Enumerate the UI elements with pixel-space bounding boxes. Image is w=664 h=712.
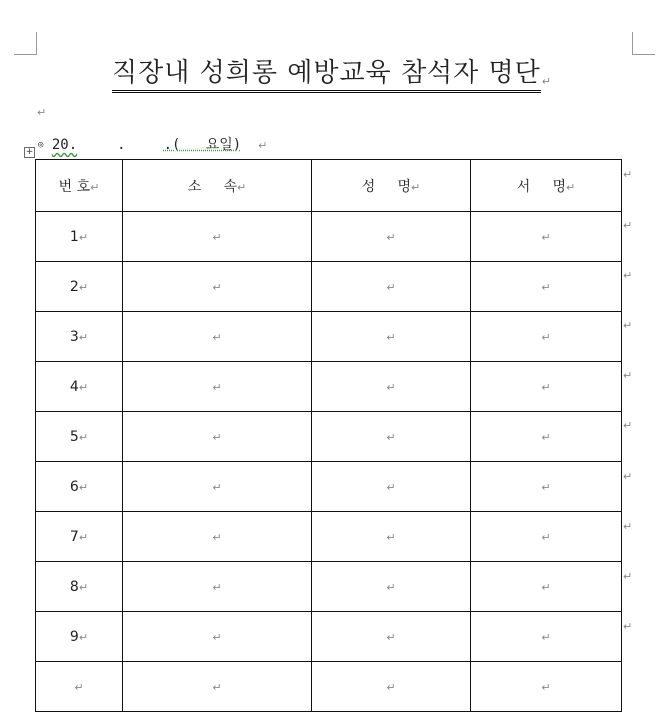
cell-mark: ↵ xyxy=(541,680,551,694)
cell-department[interactable] xyxy=(123,412,312,462)
cell-mark: ↵ xyxy=(541,380,551,394)
cell-mark: ↵ xyxy=(411,180,421,194)
row-number: 8 xyxy=(69,578,79,595)
cell-number[interactable] xyxy=(36,612,123,662)
row-number: 4 xyxy=(69,378,79,395)
cell-mark: ↵ xyxy=(541,280,551,294)
cell-number[interactable] xyxy=(36,362,123,412)
bullet-icon: ◎ xyxy=(38,140,44,150)
document-title-block xyxy=(0,52,664,93)
cell-mark: ↵ xyxy=(212,330,222,344)
cell-name[interactable] xyxy=(312,512,471,562)
header-name[interactable] xyxy=(312,160,471,212)
cell-mark: ↵ xyxy=(386,630,396,644)
row-end-mark: ↵ xyxy=(623,369,633,382)
cell-department[interactable] xyxy=(123,562,312,612)
cell-mark: ↵ xyxy=(212,480,222,494)
table-row xyxy=(36,512,622,562)
row-number: 1 xyxy=(69,228,79,245)
cell-mark: ↵ xyxy=(212,280,222,294)
table-row xyxy=(36,362,622,412)
cell-mark: ↵ xyxy=(78,380,89,394)
cell-mark: ↵ xyxy=(386,680,396,694)
cell-mark: ↵ xyxy=(212,430,222,444)
cell-department[interactable] xyxy=(123,262,312,312)
cell-mark: ↵ xyxy=(78,330,89,344)
cell-mark: ↵ xyxy=(386,430,396,444)
cell-name[interactable] xyxy=(312,612,471,662)
table-header-row xyxy=(36,160,622,212)
cell-mark: ↵ xyxy=(386,480,396,494)
cell-mark: ↵ xyxy=(78,530,89,544)
cell-mark: ↵ xyxy=(566,180,576,194)
row-end-mark: ↵ xyxy=(623,570,633,583)
cell-signature[interactable] xyxy=(471,362,622,412)
cell-mark: ↵ xyxy=(90,180,100,194)
cell-mark: ↵ xyxy=(386,330,396,344)
cell-name[interactable] xyxy=(312,412,471,462)
cell-signature[interactable] xyxy=(471,662,622,712)
cell-number[interactable] xyxy=(36,512,123,562)
table-move-handle-icon[interactable]: + xyxy=(25,147,34,157)
cell-number[interactable] xyxy=(36,562,123,612)
cell-number[interactable] xyxy=(36,312,123,362)
header-signature-label: 서 명 xyxy=(516,178,567,195)
cell-mark: ↵ xyxy=(212,230,222,244)
row-number: 7 xyxy=(69,528,79,545)
row-end-mark: ↵ xyxy=(623,168,633,181)
cell-department[interactable] xyxy=(123,612,312,662)
cell-name[interactable] xyxy=(312,562,471,612)
cell-mark: ↵ xyxy=(78,580,89,594)
cell-signature[interactable] xyxy=(471,512,622,562)
cell-department[interactable] xyxy=(123,362,312,412)
row-end-mark: ↵ xyxy=(623,520,633,533)
cell-number[interactable] xyxy=(36,412,123,462)
cell-mark: ↵ xyxy=(541,580,551,594)
cell-mark: ↵ xyxy=(386,280,396,294)
table-row xyxy=(36,412,622,462)
header-signature[interactable] xyxy=(471,160,622,212)
table-row xyxy=(36,612,622,662)
cell-signature[interactable] xyxy=(471,262,622,312)
cell-department[interactable] xyxy=(123,662,312,712)
date-line[interactable] xyxy=(38,134,267,154)
cell-number[interactable] xyxy=(36,212,123,262)
header-department[interactable] xyxy=(123,160,312,212)
cell-mark: ↵ xyxy=(237,180,247,194)
cell-name[interactable] xyxy=(312,662,471,712)
table-row xyxy=(36,662,622,712)
header-name-label: 성 명 xyxy=(361,178,412,195)
cell-department[interactable] xyxy=(123,312,312,362)
row-number: 9 xyxy=(69,628,79,645)
header-number-label: 번 호 xyxy=(58,178,91,195)
attendee-table xyxy=(35,159,622,712)
cell-mark: ↵ xyxy=(74,680,84,694)
row-end-mark: ↵ xyxy=(623,419,633,432)
cell-name[interactable] xyxy=(312,312,471,362)
row-end-mark: ↵ xyxy=(623,470,633,483)
cell-mark: ↵ xyxy=(541,330,551,344)
row-number: 3 xyxy=(69,328,79,345)
cell-department[interactable] xyxy=(123,462,312,512)
cell-mark: ↵ xyxy=(386,380,396,394)
cell-signature[interactable] xyxy=(471,562,622,612)
paragraph-mark: ↵ xyxy=(541,75,553,88)
cell-number[interactable] xyxy=(36,662,123,712)
cell-name[interactable] xyxy=(312,212,471,262)
cell-mark: ↵ xyxy=(212,530,222,544)
cell-mark: ↵ xyxy=(212,680,222,694)
cell-mark: ↵ xyxy=(78,630,89,644)
header-department-label: 소 속 xyxy=(187,178,238,195)
header-number[interactable] xyxy=(36,160,123,212)
cell-mark: ↵ xyxy=(541,630,551,644)
cell-signature[interactable] xyxy=(471,612,622,662)
table-row xyxy=(36,312,622,362)
row-number: 2 xyxy=(69,278,79,295)
cell-mark: ↵ xyxy=(78,230,89,244)
date-weekday: .( 요일) xyxy=(163,137,242,153)
cell-signature[interactable] xyxy=(471,212,622,262)
cell-number[interactable] xyxy=(36,262,123,312)
cell-mark: ↵ xyxy=(212,630,222,644)
row-end-mark: ↵ xyxy=(623,319,633,332)
date-year: 20. xyxy=(51,137,78,153)
cell-mark: ↵ xyxy=(541,480,551,494)
row-number: 5 xyxy=(69,428,79,445)
row-end-mark: ↵ xyxy=(623,620,633,633)
cell-signature[interactable] xyxy=(471,312,622,362)
cell-mark: ↵ xyxy=(212,380,222,394)
cell-mark: ↵ xyxy=(78,480,89,494)
row-end-mark: ↵ xyxy=(623,269,633,282)
cell-mark: ↵ xyxy=(386,230,396,244)
table-row xyxy=(36,212,622,262)
table-row xyxy=(36,462,622,512)
date-month-separator: . xyxy=(117,137,126,153)
row-end-mark: ↵ xyxy=(623,219,633,232)
row-number: 6 xyxy=(69,478,79,495)
cell-name[interactable] xyxy=(312,362,471,412)
cell-mark: ↵ xyxy=(386,580,396,594)
cell-number[interactable] xyxy=(36,462,123,512)
cell-mark: ↵ xyxy=(78,280,89,294)
cell-department[interactable] xyxy=(123,512,312,562)
empty-paragraph-mark: ↵ xyxy=(37,106,47,119)
cell-mark: ↵ xyxy=(386,530,396,544)
cell-signature[interactable] xyxy=(471,462,622,512)
cell-mark: ↵ xyxy=(212,580,222,594)
table-row xyxy=(36,562,622,612)
cell-signature[interactable] xyxy=(471,412,622,462)
cell-department[interactable] xyxy=(123,212,312,262)
cell-name[interactable] xyxy=(312,462,471,512)
cell-name[interactable] xyxy=(312,262,471,312)
cell-mark: ↵ xyxy=(541,430,551,444)
cell-mark: ↵ xyxy=(78,430,89,444)
paragraph-mark: ↵ xyxy=(258,139,268,152)
cell-mark: ↵ xyxy=(541,530,551,544)
cell-mark: ↵ xyxy=(541,230,551,244)
document-title[interactable]: 직장내 성희롱 예방교육 참석자 명단 xyxy=(112,52,541,93)
table-row xyxy=(36,262,622,312)
